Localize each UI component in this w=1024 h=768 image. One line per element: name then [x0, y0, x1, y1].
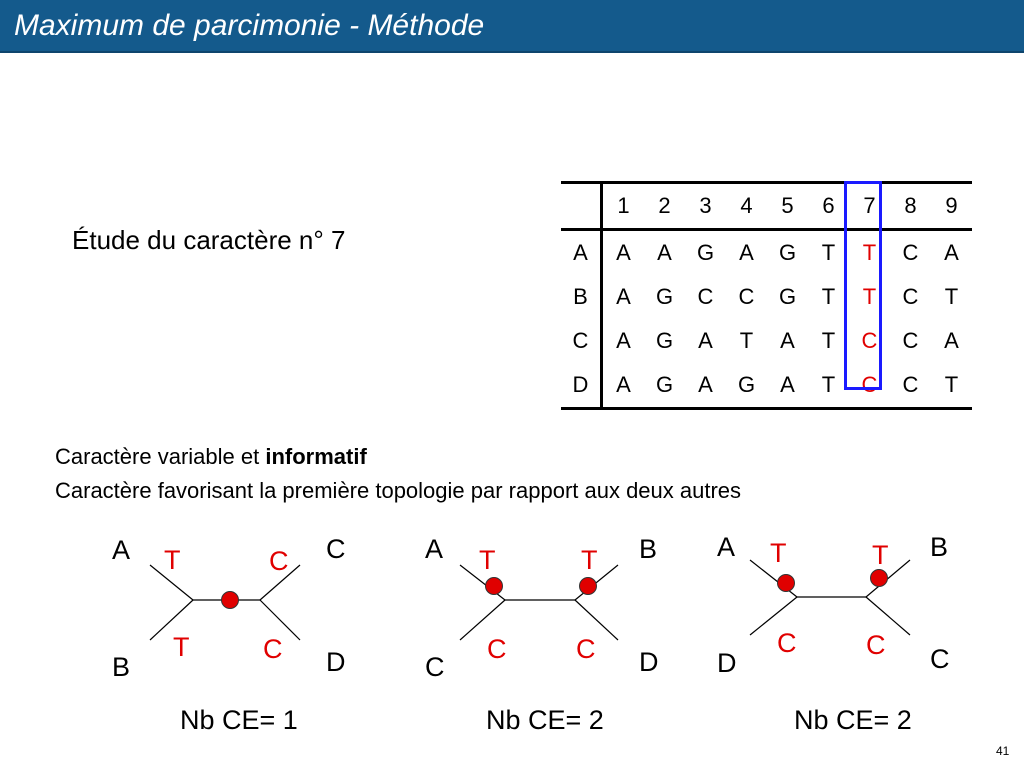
page-number: 41 — [996, 744, 1010, 758]
state-label: T — [581, 545, 598, 575]
state-label: T — [872, 540, 889, 570]
table-cell: A — [780, 328, 795, 353]
leaf-label: A — [717, 532, 736, 562]
table-cell: T — [739, 328, 754, 353]
note-line-2: Caractère favorisant la première topologie par rapport aux deux autres — [55, 478, 742, 503]
change-marker — [778, 575, 795, 592]
change-marker — [871, 570, 888, 587]
table-cell: G — [655, 328, 674, 353]
table-cell: T — [862, 240, 877, 265]
column-header: 8 — [890, 183, 931, 230]
table-cell: A — [616, 328, 631, 353]
leaf-label: D — [326, 647, 346, 677]
state-label: T — [164, 545, 181, 575]
leaf-label: B — [930, 532, 949, 562]
tree-3 — [717, 532, 950, 735]
change-marker — [580, 578, 597, 595]
slide-title: Maximum de parcimonie - Méthode — [14, 9, 485, 42]
leaf-label: B — [112, 652, 131, 682]
leaf-label: A — [112, 535, 131, 565]
state-label: T — [479, 545, 496, 575]
table-cell: G — [655, 284, 674, 309]
table-cell: C — [902, 240, 919, 265]
table-cell: T — [931, 363, 972, 409]
table-cell: A — [944, 240, 959, 265]
column-header: 4 — [726, 183, 767, 230]
tree-caption: Nb CE= 1 — [180, 705, 298, 735]
table-cell: A — [616, 240, 631, 265]
note-line-1-prefix: Caractère variable et — [55, 444, 266, 469]
leaf-label: D — [639, 647, 659, 677]
table-cell: A — [616, 284, 631, 309]
row-label: A — [561, 230, 602, 276]
tree-2 — [425, 534, 659, 735]
table-cell: C — [902, 284, 919, 309]
slide-subtitle: Étude du caractère n° 7 — [72, 225, 346, 255]
table-cell: A — [944, 328, 959, 353]
note-line-1-bold: informatif — [265, 444, 367, 469]
row-label: D — [561, 363, 602, 409]
column-header: 9 — [931, 183, 972, 230]
tree-caption: Nb CE= 2 — [486, 705, 604, 735]
table-cell: A — [698, 328, 713, 353]
tree-1 — [112, 534, 346, 735]
table-cell: G — [778, 240, 797, 265]
state-label: T — [770, 538, 787, 568]
state-label: C — [777, 628, 797, 658]
table-cell: A — [657, 240, 672, 265]
table-cell: C — [890, 363, 931, 409]
table-cell: T — [821, 240, 836, 265]
row-label: B — [561, 275, 602, 319]
table-cell: C — [849, 363, 890, 409]
leaf-label: A — [425, 534, 444, 564]
column-header: 3 — [685, 183, 726, 230]
change-marker — [222, 592, 239, 609]
leaf-label: C — [326, 534, 346, 564]
change-marker — [486, 578, 503, 595]
table-cell: G — [696, 240, 715, 265]
column-header: 6 — [808, 183, 849, 230]
state-label: T — [173, 632, 190, 662]
row-label: C — [561, 319, 602, 363]
column-header: 5 — [767, 183, 808, 230]
state-label: C — [576, 634, 596, 664]
table-cell: T — [862, 284, 877, 309]
table-cell: A — [685, 363, 726, 409]
table-cell: A — [739, 240, 754, 265]
table-cell: G — [778, 284, 797, 309]
table-cell: C — [738, 284, 755, 309]
table-cell: T — [944, 284, 959, 309]
table-cell: T — [808, 363, 849, 409]
table-cell: C — [697, 284, 714, 309]
table-cell: G — [726, 363, 767, 409]
state-label: C — [866, 630, 886, 660]
table-cell: C — [902, 328, 919, 353]
column-header: 2 — [644, 183, 685, 230]
column-header: 7 — [849, 183, 890, 230]
table-cell: G — [644, 363, 685, 409]
leaf-label: C — [930, 644, 950, 674]
state-label: C — [269, 546, 289, 576]
state-label: C — [263, 634, 283, 664]
tree-caption: Nb CE= 2 — [794, 705, 912, 735]
column-header: 1 — [602, 183, 645, 230]
table-cell: A — [767, 363, 808, 409]
table-cell: C — [861, 328, 878, 353]
state-label: C — [487, 634, 507, 664]
leaf-label: D — [717, 648, 737, 678]
table-cell: A — [602, 363, 645, 409]
leaf-label: B — [639, 534, 658, 564]
table-cell: T — [821, 328, 836, 353]
leaf-label: C — [425, 652, 445, 682]
table-cell: T — [821, 284, 836, 309]
